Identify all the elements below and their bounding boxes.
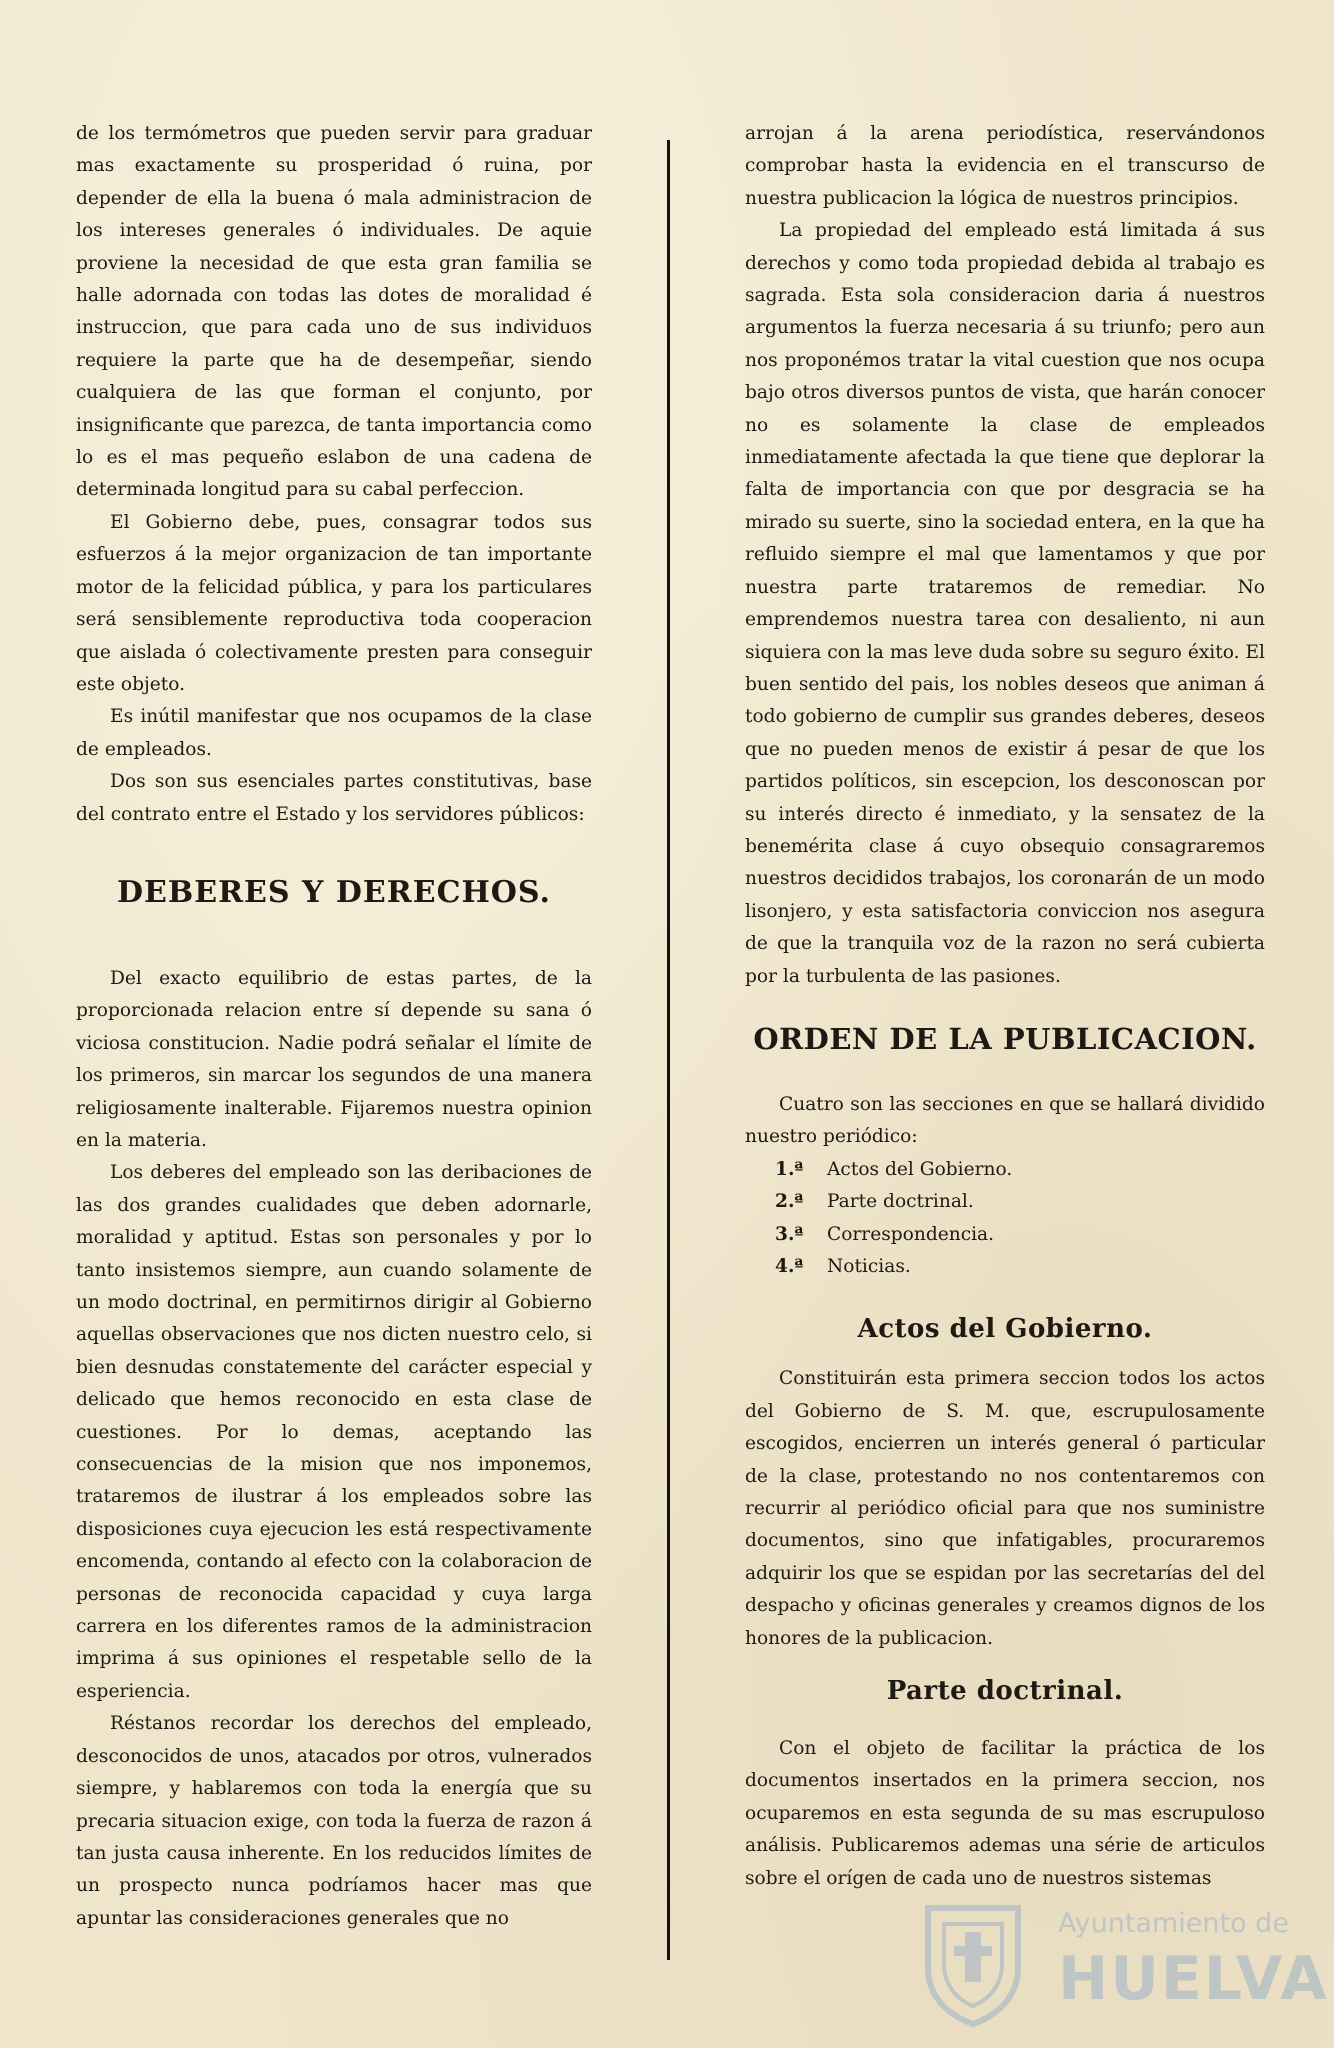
paragraph: La propiedad del empleado está limitada á sus derechos y como toda propiedad debida al trabajo es sagrada. Esta sola consideracion daria á nuestros argumentos la fuerza necesaria á su triunfo; pero aun nos proponémos tratar la vital cuestion que nos ocupa bajo otros diversos puntos de vista, que harán conocer no es solamente la clase de empleados inmediatamente afectada la que tiene que deplorar la falta de importancia con que por desgracia se ha mirado su suerte, sino la sociedad entera, en la que ha refluido siempre el mal que lamentamos y que por nuestra parte trataremos de remediar. No emprendemos nuestra tarea con desaliento, ni aun siquiera con la mas leve duda sobre su seguro éxito. El buen sentido del pais, los nobles deseos que animan á todo gobierno de cumplir sus grandes deberes, deseos que no pueden menos de existir á pesar de que los partidos políticos, sin escepcion, los desconoscan por su interés directo é inmediato, y la sensatez de la benemérita clase á cuyo obsequio consagraremos nuestros decididos trabajos, los coronarán de un modo lisonjero, y esta satisfactoria conviccion nos asegura de que la tranquila voz de la razon no será cubierta por la turbulenta de las pasiones.	[745, 220, 1265, 987]
list-item	[775, 1251, 1265, 1283]
paragraph: Réstanos recordar los derechos del empleado, desconocidos de unos, atacados por otros, vulnerados siempre, y hablaremos con toda la energía que su precaria situacion exige, con toda la fuerza de razon á tan justa causa inherente. En los reducidos límites de un prospecto nunca podríamos hacer mas que apuntar las consideraciones generales que no	[76, 1713, 592, 1929]
list-item-number: 1.ª	[775, 1158, 804, 1180]
list-item-number: 3.ª	[775, 1223, 804, 1245]
paragraph: Constituirán esta primera seccion todos los actos del Gobierno de S. M. que, escrupulosamente escogidos, encierren un interés general ó particular de la clase, protestando no nos contentaremos con recurrir al periódico oficial para que nos suministre documentos, sino que infatigables, procuraremos adquirir los que se espidan por las secretarías del del despacho y oficinas generales y creamos dignos de los honores de la publicacion.	[745, 1368, 1265, 1649]
paragraph: Del exacto equilibrio de estas partes, de la proporcionada relacion entre sí depende su sana ó viciosa constitucion. Nadie podrá señalar el límite de los primeros, sin marcar los segundos de una manera religiosamente inalterable. Fijaremos nuestra opinion en la materia.	[76, 967, 592, 1151]
list-item-label: Actos del Gobierno.	[827, 1158, 1013, 1180]
column-divider	[667, 140, 670, 1960]
paragraph: Los deberes del empleado son las deribaciones de las dos grandes cualidades que deben adornarle, moralidad y aptitud. Estas son personales y por lo tanto insistemos siempre, aun cuando solamente de un modo doctrinal, en permitirnos dirigir al Gobierno aquellas observaciones que nos dicten nuestro celo, si bien desnudas constatemente del carácter especial y delicado que hemos reconocido en esta clase de cuestiones. Por lo demas, aceptando las consecuencias de la mision que nos imponemos, trataremos de ilustrar á los empleados sobre las disposiciones cuya ejecucion les está respectivamente encomenda, contando al efecto con la colaboracion de personas de reconocida capacidad y cuya larga carrera en los diferentes ramos de la administracion imprima á sus opiniones el respetable sello de la esperiencia.	[76, 1162, 592, 1702]
heading-orden-de-la-publicacion: ORDEN DE LA PUBLICACION.	[753, 1021, 1257, 1056]
list-item-label: Parte doctrinal.	[827, 1191, 974, 1213]
paragraph: arrojan á la arena periodística, reservándonos comprobar hasta la evidencia en el transcurso de nuestra publicacion la lógica de nuestros principios.	[745, 123, 1265, 209]
section-list	[745, 1154, 1265, 1284]
list-item	[775, 1186, 1265, 1218]
watermark-line2: HUELVA	[1058, 1944, 1329, 2014]
watermark	[918, 1888, 1329, 2038]
list-item-label: Correspondencia.	[827, 1223, 995, 1245]
paragraph: Con el objeto de facilitar la práctica de los documentos insertados en la primera seccion, nos ocuparemos en esta segunda de su mas escrupuloso análisis. Publicaremos ademas una série de articulos sobre el orígen de cada uno de nuestros sistemas	[745, 1738, 1265, 1889]
list-item-label: Noticias.	[827, 1256, 911, 1277]
paragraph: El Gobierno debe, pues, consagrar todos sus esfuerzos á la mejor organizacion de tan importante motor de la felicidad pública, y para los particulares será sensiblemente reproductiva toda cooperacion que aislada ó colectivamente presten para conseguir este objeto.	[76, 511, 592, 695]
paragraph: Es inútil manifestar que nos ocupamos de la clase de empleados.	[76, 706, 592, 760]
orden-intro: Cuatro son las secciones en que se hallará dividido nuestro periódico:	[745, 1093, 1265, 1148]
list-item	[775, 1219, 1265, 1251]
coat-of-arms-icon	[918, 1898, 1028, 2028]
list-item-number: 4.ª	[775, 1256, 804, 1277]
watermark-line1: Ayuntamiento de	[1058, 1908, 1289, 1939]
heading-parte-doctrinal: Parte doctrinal.	[886, 1676, 1124, 1707]
heading-deberes-y-derechos: DEBERES Y DERECHOS.	[117, 874, 551, 910]
paragraph: Dos son sus esenciales partes constitutivas, base del contrato entre el Estado y los servidores públicos:	[76, 771, 592, 825]
list-item-number: 2.ª	[775, 1191, 804, 1213]
paragraph: de los termómetros que pueden servir para graduar mas exactamente su prosperidad ó ruina, por depender de ella la buena ó mala administracion de los intereses generales ó individuales. De aquie proviene la necesidad de que esta gran familia se halle adornada con todas las dotes de moralidad é instruccion, que para cada uno de sus individuos requiere la parte que ha de desempeñar, siendo cualquiera de las que forman el conjunto, por insignificante que parezca, de tanta importancia como lo es el mas pequeño eslabon de una cadena de determinada longitud para su cabal perfeccion.	[76, 123, 592, 501]
heading-actos-del-gobierno: Actos del Gobierno.	[857, 1314, 1153, 1345]
left-column	[76, 118, 592, 1935]
list-item	[775, 1154, 1265, 1186]
right-column	[745, 118, 1265, 1895]
